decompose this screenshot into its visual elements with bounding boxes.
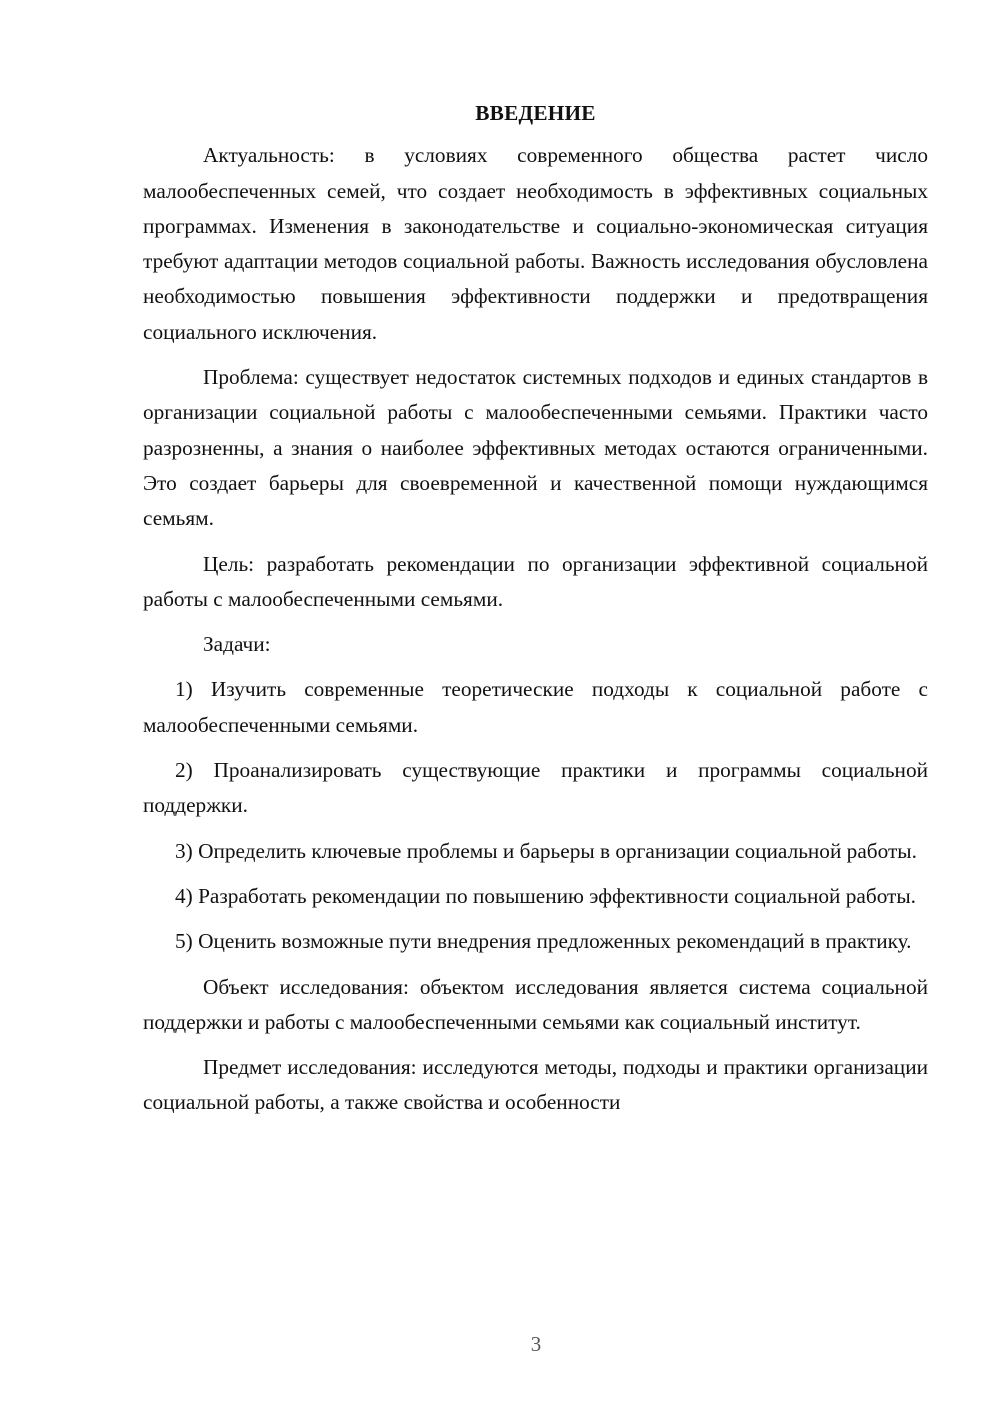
paragraph-object: Объект исследования: объектом исследования является система социальной поддержки и работы с малообеспеченными семьями как социальный институт.	[143, 974, 928, 1034]
page-content	[143, 96, 928, 1121]
paragraph-problem: Проблема: существует недостаток системных подходов и единых стандартов в организации социальной работы с малообеспеченными семьями. Практики часто разрозненны, а знания о наиболее эффективных методах остаются ограниченными. Это создает барьеры для своевременной и качественной помощи нуждающимся семьям.	[143, 365, 928, 531]
list-item: 5) Оценить возможные пути внедрения предложенных рекомендаций в практику.	[175, 929, 912, 954]
list-item: 2) Проанализировать существующие практики и программы социальной поддержки.	[143, 758, 928, 818]
list-item: 4) Разработать рекомендации по повышению эффективности социальной работы.	[175, 883, 917, 908]
paragraph-relevance: Актуальность: в условиях современного общества растет число малообеспеченных семей, что создает необходимость в эффективных социальных программах. Изменения в законодательстве и социально-экономическая ситуация требуют адаптации методов социальной работы. Важность исследования обусловлена необходимостью повышения эффективности поддержки и предотвращения социального исключения.	[143, 143, 928, 344]
page-number: 3	[530, 1332, 542, 1356]
tasks-heading: Задачи:	[203, 632, 271, 657]
list-item: 3) Определить ключевые проблемы и барьеры в организации социальной работы.	[175, 838, 917, 863]
paragraph-subject: Предмет исследования: исследуются методы, подходы и практики организации социальной работы, а также свойства и особенности	[143, 1055, 928, 1115]
page-title: ВВЕДЕНИЕ	[475, 101, 596, 125]
paragraph-goal: Цель: разработать рекомендации по организации эффективной социальной работы с малообеспеченными семьями.	[143, 551, 928, 611]
tasks-list	[143, 672, 928, 959]
list-item: 1) Изучить современные теоретические подходы к социальной работе с малообеспеченными семьями.	[143, 677, 928, 737]
